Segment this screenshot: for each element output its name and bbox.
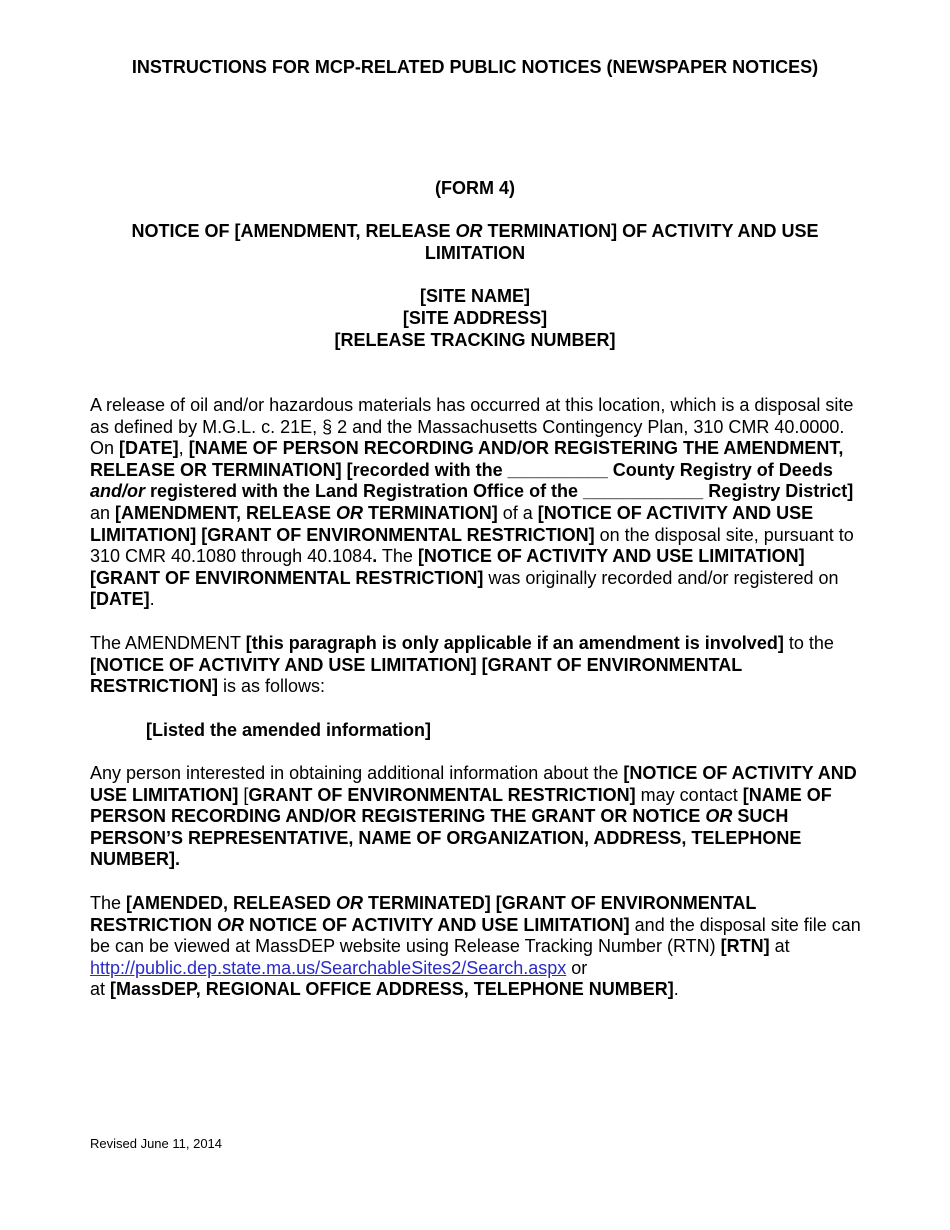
revision-date: Revised June 11, 2014 bbox=[90, 1136, 223, 1151]
text-run-bold: [RTN] bbox=[720, 936, 770, 957]
text-run-bold: [DATE] bbox=[119, 438, 179, 459]
text-run: . bbox=[673, 979, 679, 1000]
amended-information-placeholder: [Listed the amended information] bbox=[146, 720, 432, 740]
text-run: , bbox=[178, 438, 189, 459]
text-run: Any person interested in obtaining additional information about the bbox=[90, 763, 624, 783]
text-run-bold: [NAME OF PERSON RECORDING AND/OR REGISTERING THE AMENDMENT, RELEASE OR TERMINATION] [recorded with the __________ County Registry of Deeds bbox=[90, 438, 844, 480]
text-run-bold: [DATE] bbox=[90, 589, 150, 610]
text-run: was originally recorded and/or registered on bbox=[483, 567, 839, 588]
text-run-bold-italic: OR bbox=[336, 502, 364, 523]
text-run: The bbox=[377, 546, 418, 567]
text-run-bold: NOTICE OF ACTIVITY AND USE LIMITATION] bbox=[244, 914, 630, 935]
form-number: (FORM 4) bbox=[435, 178, 515, 198]
notice-title bbox=[100, 220, 850, 264]
site-block bbox=[0, 285, 950, 351]
text-run-bold: [AMENDED, RELEASED bbox=[126, 893, 337, 913]
text-run-bold: registered with the Land Registration Office of the ____________ Registry District] bbox=[145, 481, 854, 502]
text-run: [ bbox=[238, 784, 249, 805]
text-run: at bbox=[769, 936, 790, 957]
text-run: of a bbox=[497, 502, 538, 523]
paragraph-release bbox=[90, 395, 865, 611]
text-run-bold: [NOTICE OF ACTIVITY AND USE LIMITATION] [GRANT OF ENVIRONMENTAL RESTRICTION] bbox=[90, 654, 742, 697]
text-run-bold: [NOTICE OF ACTIVITY AND USE LIMITATION] [GRANT OF ENVIRONMENTAL RESTRICTION] bbox=[90, 546, 805, 588]
text-run: an bbox=[90, 502, 116, 523]
text-run-bold-italic: OR bbox=[217, 914, 245, 935]
text-run: on the disposal site, pursuant to 310 CMR 40.1080 through 40.1084 bbox=[90, 524, 854, 567]
text-run-bold: [NAME OF PERSON RECORDING AND/OR REGISTERING THE GRANT OR NOTICE bbox=[90, 784, 832, 827]
paragraph-file-access bbox=[90, 893, 865, 1001]
text-run-bold: [this paragraph is only applicable if an amendment is involved] bbox=[245, 633, 784, 653]
text-run-bold-italic: OR bbox=[705, 806, 733, 827]
text-run: or bbox=[566, 957, 588, 978]
text-run-bold: [AMENDMENT, RELEASE bbox=[115, 502, 337, 523]
text-run: A release of oil and/or hazardous materials has occurred at this location, which is a disposal site as defined by M.G.L. c. 21E, § 2 and the Massachusetts Contingency Plan, 310 CMR 40.0000. On bbox=[90, 395, 854, 459]
text-run-bold-italic: OR bbox=[336, 893, 364, 913]
text-run-bold: [NOTICE OF ACTIVITY AND USE LIMITATION] [GRANT OF ENVIRONMENTAL RESTRICTION] bbox=[90, 502, 814, 545]
text-run: . bbox=[149, 589, 155, 610]
text-run: and the disposal site file can be can be viewed at MassDEP website using Release Tracking Number (RTN) bbox=[90, 914, 861, 957]
text-run-bold: . bbox=[372, 546, 378, 567]
text-run: to the bbox=[783, 633, 834, 653]
notice-title-or: OR bbox=[455, 221, 483, 241]
release-tracking-number: [RELEASE TRACKING NUMBER] bbox=[334, 330, 616, 350]
document-header: INSTRUCTIONS FOR MCP-RELATED PUBLIC NOTICES (NEWSPAPER NOTICES) bbox=[131, 57, 819, 77]
site-name: [SITE NAME] bbox=[420, 286, 530, 306]
site-address: [SITE ADDRESS] bbox=[402, 308, 548, 328]
text-run-bold: SUCH PERSON’S REPRESENTATIVE, NAME OF ORGANIZATION, ADDRESS, TELEPHONE NUMBER]. bbox=[90, 806, 802, 870]
text-run: is as follows: bbox=[218, 676, 326, 697]
paragraph-contact bbox=[90, 763, 865, 871]
text-run: at bbox=[90, 979, 111, 1000]
searchable-sites-link[interactable]: http://public.dep.state.ma.us/SearchableSites2/Search.aspx bbox=[90, 957, 567, 978]
notice-title-part: TERMINATION] OF ACTIVITY AND USE LIMITATION bbox=[424, 221, 819, 263]
text-run-bold: TERMINATION] bbox=[363, 502, 498, 523]
text-run-bold: TERMINATED] [GRANT OF ENVIRONMENTAL RESTRICTION bbox=[90, 893, 757, 935]
text-run-bold: GRANT OF ENVIRONMENTAL RESTRICTION] bbox=[248, 784, 636, 805]
text-run: The bbox=[90, 893, 127, 913]
text-run: The AMENDMENT bbox=[90, 633, 246, 653]
text-run: may contact bbox=[635, 784, 743, 805]
text-run-bold: [NOTICE OF ACTIVITY AND USE LIMITATION] bbox=[90, 763, 857, 805]
paragraph-amendment bbox=[90, 633, 865, 698]
text-run-bold: [MassDEP, REGIONAL OFFICE ADDRESS, TELEPHONE NUMBER] bbox=[110, 979, 674, 1000]
notice-title-part: NOTICE OF [AMENDMENT, RELEASE bbox=[131, 221, 456, 241]
text-run-bold-italic: and/or bbox=[90, 481, 146, 502]
